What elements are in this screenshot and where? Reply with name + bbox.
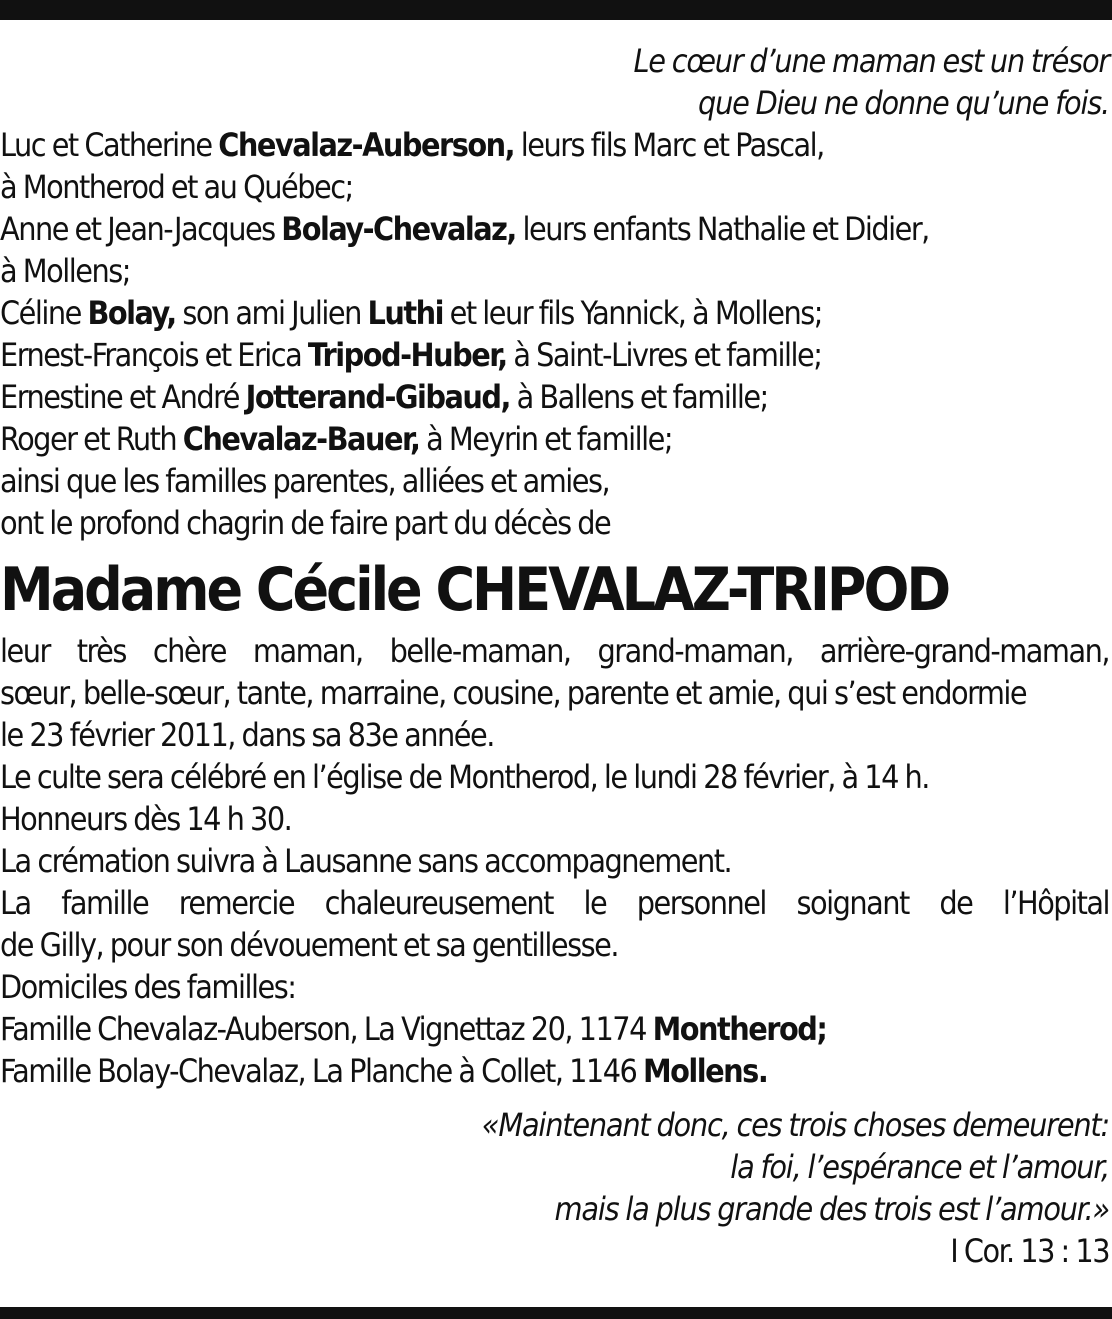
family-line-text: leurs enfants Nathalie et Didier,	[515, 210, 929, 248]
address-town: Montherod;	[652, 1010, 827, 1048]
top-border-rule	[0, 0, 1112, 20]
deceased-name: Madame Cécile CHEVALAZ-TRIPOD	[0, 555, 949, 625]
epigraph-line-1: Le cœur d’une maman est un trésor	[633, 42, 1109, 80]
quote-reference: I Cor. 13 : 13	[950, 1232, 1109, 1270]
family-line-text: Ernest-François et Erica	[0, 336, 308, 374]
family-line: ont le profond chagrin de faire part du décès de	[0, 504, 611, 542]
family-line	[0, 376, 1109, 418]
family-surname: Tripod-Huber,	[307, 336, 507, 374]
family-line-text: Luc et Catherine	[0, 126, 219, 164]
family-surname: Chevalaz-Auberson,	[218, 126, 515, 164]
family-line-text: à Meyrin et famille;	[419, 420, 673, 458]
address-line	[0, 1008, 1109, 1050]
family-line: à Mollens;	[0, 252, 130, 290]
family-line-text: Roger et Ruth	[0, 420, 183, 458]
address-town: Mollens.	[642, 1052, 768, 1090]
quote-line-1: «Maintenant donc, ces trois choses demeurent:	[481, 1106, 1109, 1144]
obituary-notice	[0, 40, 1109, 1272]
family-line-text: Ernestine et André	[0, 378, 246, 416]
family-line	[0, 124, 1109, 166]
family-line-text: leurs fils Marc et Pascal,	[514, 126, 824, 164]
body-line: La famille remercie chaleureusement le personnel soignant de l’Hôpital	[0, 884, 1109, 922]
family-line-text: et leur fils Yannick, à Mollens;	[442, 294, 822, 332]
family-surname: Chevalaz-Bauer,	[182, 420, 420, 458]
family-surname: Bolay-Chevalaz,	[281, 210, 516, 248]
family-line: ainsi que les familles parentes, alliées et amies,	[0, 462, 610, 500]
family-line-text: Céline	[0, 294, 88, 332]
quote-line-2: la foi, l’espérance et l’amour,	[730, 1148, 1109, 1186]
family-list	[0, 124, 1109, 544]
family-line	[0, 418, 1109, 460]
body-line: sœur, belle-sœur, tante, marraine, cousine, parente et amie, qui s’est endormie	[0, 674, 1027, 712]
body-line: de Gilly, pour son dévouement et sa gentillesse.	[0, 926, 618, 964]
family-surname: Bolay,	[87, 294, 176, 332]
address-text: Famille Chevalaz-Auberson, La Vignettaz 20, 1174	[0, 1010, 653, 1048]
family-line-text: son ami Julien	[175, 294, 368, 332]
quote-line-3: mais la plus grande des trois est l’amour.»	[554, 1190, 1109, 1228]
body-line: Honneurs dès 14 h 30.	[0, 800, 292, 838]
address-text: Famille Bolay-Chevalaz, La Planche à Collet, 1146	[0, 1052, 643, 1090]
family-line-text: Anne et Jean-Jacques	[0, 210, 282, 248]
address-line	[0, 1050, 1109, 1092]
bottom-border-rule	[0, 1307, 1112, 1319]
family-line-text: à Ballens et famille;	[509, 378, 768, 416]
body-line: Le culte sera célébré en l’église de Montherod, le lundi 28 février, à 14 h.	[0, 758, 929, 796]
family-line	[0, 292, 1109, 334]
family-line: à Montherod et au Québec;	[0, 168, 353, 206]
family-surname: Luthi	[367, 294, 443, 332]
notice-body	[0, 630, 1109, 1092]
body-line: La crémation suivra à Lausanne sans accompagnement.	[0, 842, 732, 880]
epigraph-line-2: que Dieu ne donne qu’une fois.	[698, 84, 1109, 122]
family-line-text: à Saint-Livres et famille;	[506, 336, 822, 374]
body-line: Domiciles des familles:	[0, 968, 296, 1006]
closing-quote	[0, 1104, 1109, 1272]
family-line	[0, 208, 1109, 250]
body-line: le 23 février 2011, dans sa 83e année.	[0, 716, 494, 754]
family-line	[0, 334, 1109, 376]
body-line: leur très chère maman, belle-maman, grand-maman, arrière-grand-maman,	[0, 632, 1109, 670]
family-surname: Jotterand-Gibaud,	[245, 378, 510, 416]
